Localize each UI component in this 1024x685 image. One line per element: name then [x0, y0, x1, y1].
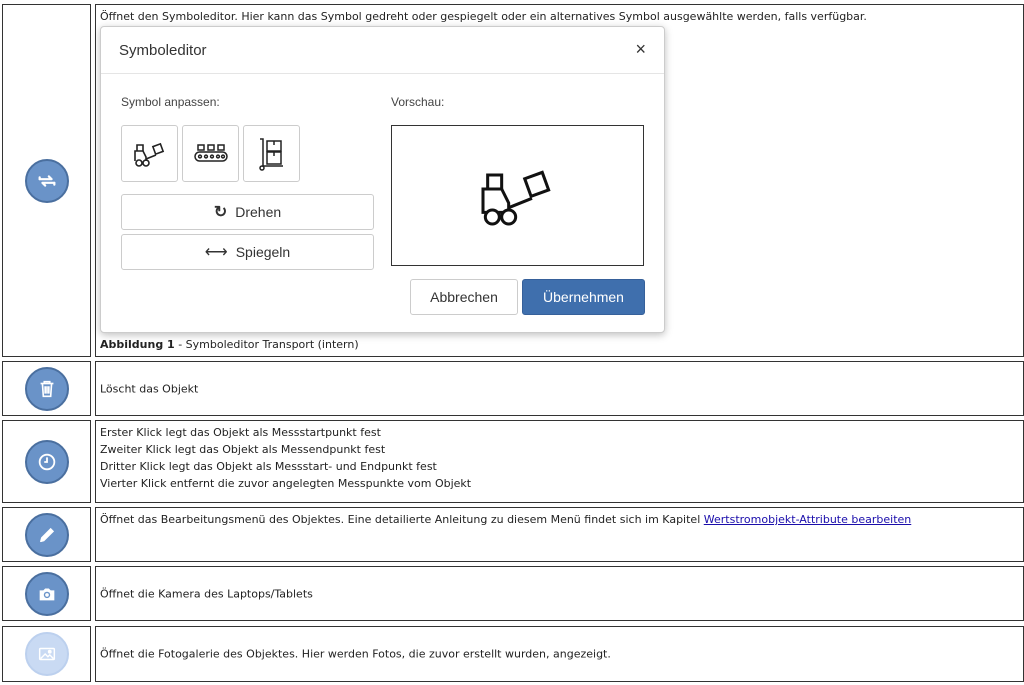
mirror-icon: ⟷ — [204, 244, 228, 261]
apply-button[interactable]: Übernehmen — [522, 279, 645, 315]
row-description: Löscht das Objekt — [100, 382, 199, 395]
measure-line-4: Vierter Klick entfernt die zuvor angelegten Messpunkte vom Objekt — [100, 477, 472, 490]
measure-line-1: Erster Klick legt das Objekt als Messstartpunkt fest — [100, 426, 381, 439]
description-cell — [95, 566, 1024, 621]
row-delete — [2, 361, 1022, 416]
pencil-icon[interactable] — [25, 513, 69, 557]
preview-label: Vorschau: — [391, 95, 445, 109]
mirror-button[interactable] — [121, 234, 374, 270]
rotate-swap-icon[interactable] — [25, 159, 69, 203]
caption-text: - Symboleditor Transport (intern) — [174, 338, 359, 351]
figure-caption — [100, 336, 359, 353]
forklift-icon[interactable] — [121, 125, 178, 182]
conveyor-icon[interactable] — [182, 125, 239, 182]
clock-icon[interactable] — [25, 440, 69, 484]
rotate-icon: ↻ — [213, 204, 228, 221]
description-cell — [95, 626, 1024, 682]
symbol-preview — [391, 125, 644, 266]
icon-cell — [2, 507, 91, 562]
hand-truck-icon[interactable] — [243, 125, 300, 182]
dialog-title: Symboleditor — [119, 42, 207, 59]
row-description: Öffnet den Symboleditor. Hier kann das Symbol gedreht oder gespiegelt oder ein alternatives Symbol ausgewählte werden, falls verfügbar. — [100, 10, 867, 23]
row-edit — [2, 507, 1022, 562]
icon-cell — [2, 4, 91, 357]
row-measure — [2, 420, 1022, 503]
rotate-label: Drehen — [235, 204, 282, 220]
row-gallery — [2, 626, 1022, 682]
row-description: Öffnet das Bearbeitungsmenü des Objektes. Eine detailierte Anleitung zu diesem Menü findet sich im Kapitel — [100, 513, 704, 526]
adjust-symbol-label: Symbol anpassen: — [121, 95, 220, 109]
description-cell — [95, 361, 1024, 416]
cancel-button[interactable]: Abbrechen — [410, 279, 518, 315]
image-gallery-icon[interactable] — [25, 632, 69, 676]
description-cell — [95, 420, 1024, 503]
mirror-label: Spiegeln — [235, 244, 291, 260]
measure-line-3: Dritter Klick legt das Objekt als Messstart- und Endpunkt fest — [100, 460, 437, 473]
close-icon[interactable]: × — [635, 39, 646, 59]
description-cell — [95, 507, 1024, 562]
icon-cell — [2, 361, 91, 416]
icon-cell — [2, 420, 91, 503]
icon-cell — [2, 566, 91, 621]
rotate-button[interactable] — [121, 194, 374, 230]
icon-cell — [2, 626, 91, 682]
trash-icon[interactable] — [25, 367, 69, 411]
row-description: Öffnet die Kamera des Laptops/Tablets — [100, 587, 313, 600]
chapter-link[interactable]: Wertstromobjekt-Attribute bearbeiten — [703, 513, 912, 526]
measure-line-2: Zweiter Klick legt das Objekt als Messendpunkt fest — [100, 443, 386, 456]
dialog-header — [101, 27, 664, 74]
camera-icon[interactable] — [25, 572, 69, 616]
caption-label: Abbildung 1 — [100, 338, 175, 351]
forklift-preview-icon — [470, 161, 566, 231]
symbol-editor-dialog — [100, 26, 665, 333]
row-description: Öffnet die Fotogalerie des Objektes. Hier werden Fotos, die zuvor erstellt wurden, angezeigt. — [100, 647, 611, 661]
row-camera — [2, 566, 1022, 621]
